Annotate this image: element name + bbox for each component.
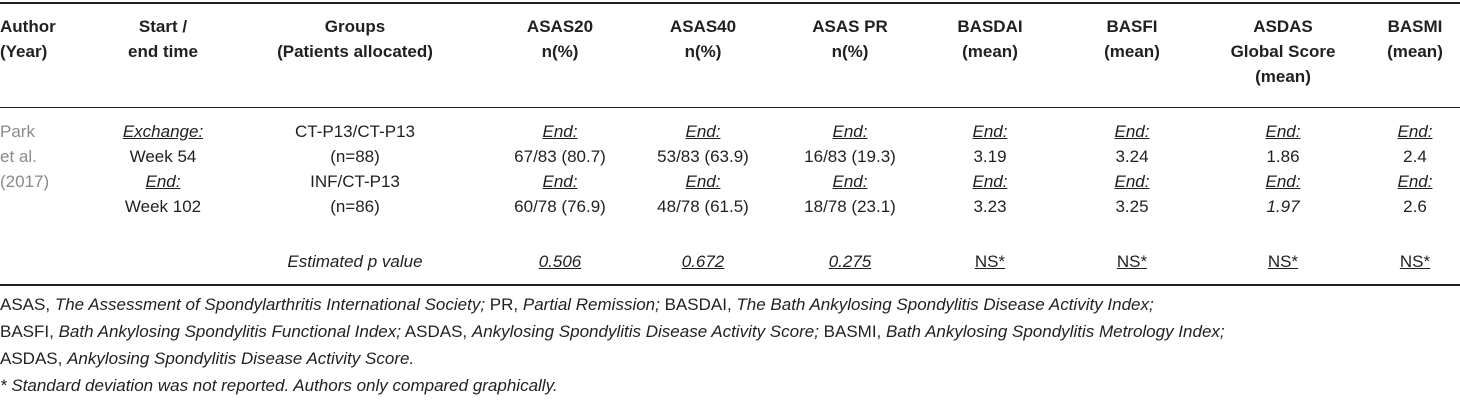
fn1-seg2: PR, bbox=[485, 295, 523, 314]
asas40-value2: 48/78 (61.5) bbox=[657, 197, 749, 216]
asaspr-end2: End: bbox=[832, 172, 868, 191]
basfi-cell bbox=[1072, 119, 1192, 219]
header-separator-rule bbox=[0, 107, 1460, 108]
basfi-value2: 3.25 bbox=[1115, 197, 1149, 216]
asdas-value1: 1.86 bbox=[1266, 147, 1300, 166]
group1-name: CT-P13/CT-P13 bbox=[295, 122, 415, 141]
groups-cell bbox=[250, 119, 460, 219]
asaspr-value2: 18/78 (23.1) bbox=[804, 197, 896, 216]
fn2-seg3: Ankylosing Spondylitis Disease Activity Score; bbox=[471, 322, 819, 341]
pvalue-asas20: 0.506 bbox=[538, 252, 582, 271]
table-top-rule bbox=[0, 2, 1460, 4]
group2-n: (n=86) bbox=[330, 197, 380, 216]
pvalue-asaspr: 0.275 bbox=[828, 252, 872, 271]
header-asas20-line2: n(%) bbox=[541, 42, 579, 61]
footnote-line-2 bbox=[0, 318, 1225, 345]
basmi-end2: End: bbox=[1397, 172, 1433, 191]
basfi-end1: End: bbox=[1114, 122, 1150, 141]
header-asas20-line1: ASAS20 bbox=[526, 17, 594, 36]
header-asas40 bbox=[633, 14, 773, 64]
basdai-cell bbox=[930, 119, 1050, 219]
header-groups bbox=[250, 14, 460, 64]
header-groups-line1: Groups bbox=[324, 17, 386, 36]
header-asaspr bbox=[780, 14, 920, 64]
header-basdai bbox=[930, 14, 1050, 64]
author-cell bbox=[0, 119, 49, 194]
header-asdas-line1: ASDAS bbox=[1253, 17, 1313, 36]
basfi-value1: 3.24 bbox=[1115, 147, 1149, 166]
fn1-seg5: The Bath Ankylosing Spondylitis Disease Activity Index; bbox=[736, 295, 1154, 314]
pvalue-basfi: NS* bbox=[1116, 252, 1148, 271]
asas40-cell bbox=[633, 119, 773, 219]
pvalue-basmi: NS* bbox=[1399, 252, 1431, 271]
asaspr-cell bbox=[780, 119, 920, 219]
header-asaspr-line1: ASAS PR bbox=[812, 17, 888, 36]
header-asdas-line3: (mean) bbox=[1255, 67, 1311, 86]
fn2-seg2: ASDAS, bbox=[400, 322, 472, 341]
basmi-end1: End: bbox=[1397, 122, 1433, 141]
header-basfi-line1: BASFI bbox=[1106, 17, 1158, 36]
fn2-seg0: BASFI, bbox=[0, 322, 59, 341]
asas40-end2: End: bbox=[685, 172, 721, 191]
header-basmi bbox=[1370, 14, 1460, 64]
asdas-end2: End: bbox=[1265, 172, 1301, 191]
asas40-end1: End: bbox=[685, 122, 721, 141]
header-author bbox=[0, 14, 56, 64]
header-basdai-line2: (mean) bbox=[962, 42, 1018, 61]
header-time bbox=[108, 14, 218, 64]
footnote-line-4 bbox=[0, 372, 558, 399]
header-asaspr-line2: n(%) bbox=[831, 42, 869, 61]
asdas-value2: 1.97 bbox=[1266, 197, 1300, 216]
asas20-value1: 67/83 (80.7) bbox=[514, 147, 606, 166]
header-asdas bbox=[1208, 14, 1358, 89]
header-basfi bbox=[1072, 14, 1192, 64]
footnote-line-3 bbox=[0, 345, 414, 372]
basmi-value1: 2.4 bbox=[1403, 147, 1427, 166]
fn3-seg0: ASDAS, bbox=[0, 349, 68, 368]
author-line1: Park bbox=[0, 122, 35, 141]
asas20-value2: 60/78 (76.9) bbox=[514, 197, 606, 216]
header-asas40-line2: n(%) bbox=[684, 42, 722, 61]
header-basmi-line1: BASMI bbox=[1387, 17, 1443, 36]
fn1-seg4: BASDAI, bbox=[659, 295, 737, 314]
table-bottom-rule bbox=[0, 284, 1460, 286]
author-line2: et al. bbox=[0, 147, 37, 166]
time-cell bbox=[108, 119, 218, 219]
basdai-value2: 3.23 bbox=[973, 197, 1007, 216]
asas20-end2: End: bbox=[542, 172, 578, 191]
header-author-line1: Author bbox=[0, 17, 56, 36]
author-line3: (2017) bbox=[0, 172, 50, 191]
basmi-value2: 2.6 bbox=[1403, 197, 1427, 216]
asas20-end1: End: bbox=[542, 122, 578, 141]
fn2-seg5: Bath Ankylosing Spondylitis Metrology Index; bbox=[886, 322, 1225, 341]
basmi-cell bbox=[1370, 119, 1460, 219]
asdas-cell bbox=[1208, 119, 1358, 219]
pvalue-label: Estimated p value bbox=[287, 252, 423, 271]
basfi-end2: End: bbox=[1114, 172, 1150, 191]
header-author-line2: (Year) bbox=[0, 42, 48, 61]
pvalue-asdas: NS* bbox=[1267, 252, 1299, 271]
header-asdas-line2: Global Score bbox=[1230, 42, 1336, 61]
header-basdai-line1: BASDAI bbox=[957, 17, 1023, 36]
pvalue-basdai: NS* bbox=[974, 252, 1006, 271]
fn1-seg3: Partial Remission; bbox=[522, 295, 660, 314]
header-asas20 bbox=[490, 14, 630, 64]
fn1-seg1: The Assessment of Spondylarthritis International Society; bbox=[54, 295, 486, 314]
fn4-seg0: * Standard deviation was not reported. Authors only compared graphically. bbox=[0, 376, 558, 395]
header-asas40-line1: ASAS40 bbox=[669, 17, 737, 36]
time-end-label: End: bbox=[145, 172, 181, 191]
time-week54: Week 54 bbox=[129, 147, 197, 166]
fn2-seg1: Bath Ankylosing Spondylitis Functional Index; bbox=[58, 322, 401, 341]
time-week102: Week 102 bbox=[124, 197, 202, 216]
header-basfi-line2: (mean) bbox=[1104, 42, 1160, 61]
basdai-value1: 3.19 bbox=[973, 147, 1007, 166]
fn1-seg0: ASAS, bbox=[0, 295, 55, 314]
header-groups-line2: (Patients allocated) bbox=[277, 42, 433, 61]
pvalue-asas40: 0.672 bbox=[681, 252, 725, 271]
group2-name: INF/CT-P13 bbox=[310, 172, 400, 191]
header-time-line2: end time bbox=[128, 42, 198, 61]
asas40-value1: 53/83 (63.9) bbox=[657, 147, 749, 166]
fn3-seg1: Ankylosing Spondylitis Disease Activity Score. bbox=[67, 349, 415, 368]
fn2-seg4: BASMI, bbox=[818, 322, 887, 341]
header-basmi-line2: (mean) bbox=[1387, 42, 1443, 61]
group1-n: (n=88) bbox=[330, 147, 380, 166]
asas20-cell bbox=[490, 119, 630, 219]
asaspr-value1: 16/83 (19.3) bbox=[804, 147, 896, 166]
time-exchange-label: Exchange: bbox=[122, 122, 204, 141]
asdas-end1: End: bbox=[1265, 122, 1301, 141]
asaspr-end1: End: bbox=[832, 122, 868, 141]
header-time-line1: Start / bbox=[138, 17, 188, 36]
basdai-end1: End: bbox=[972, 122, 1008, 141]
footnote-line-1 bbox=[0, 291, 1154, 318]
basdai-end2: End: bbox=[972, 172, 1008, 191]
